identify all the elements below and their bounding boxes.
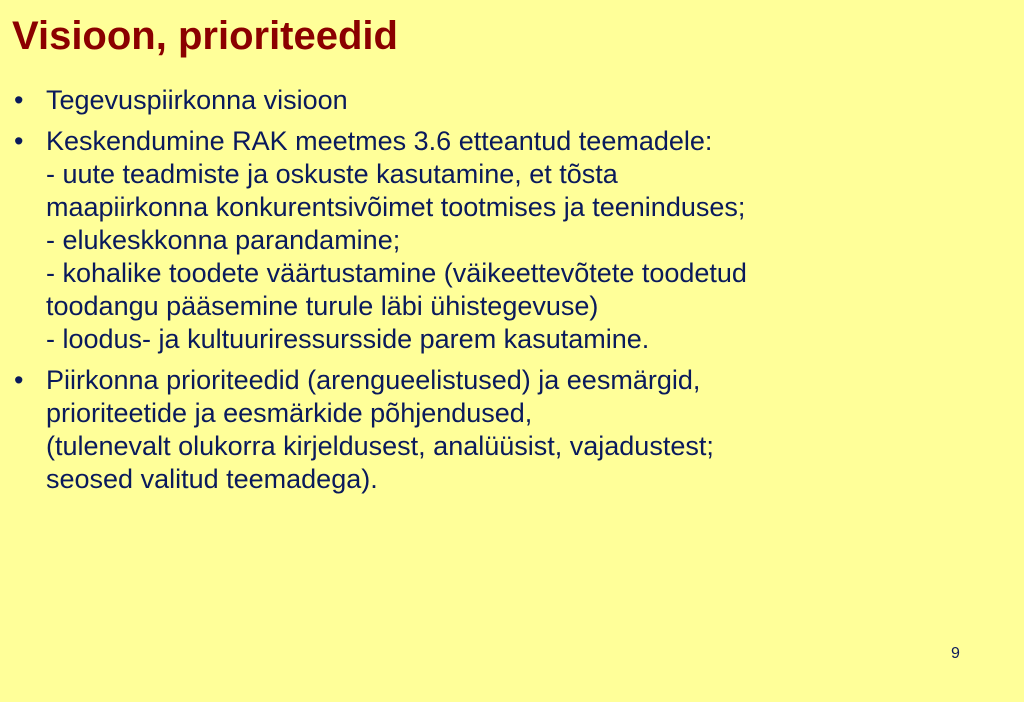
bullet-marker: •: [14, 365, 24, 395]
bullet-text-line: (tulenevalt olukorra kirjeldusest, analüüsist, vajadustest;: [46, 431, 714, 461]
bullet-text-line: maapiirkonna konkurentsivõimet tootmises ja teeninduses;: [46, 192, 746, 222]
page-number: 9: [951, 645, 960, 662]
bullet-item-vision: [14, 84, 1014, 117]
bullet-text-line: Keskendumine RAK meetmes 3.6 etteantud teemadele:: [46, 126, 713, 156]
bullet-list: [14, 84, 1014, 504]
bullet-item-priorities: [14, 364, 1014, 496]
bullet-text-line: toodangu pääsemine turule läbi ühistegevuse): [46, 291, 599, 321]
bullet-marker: •: [14, 126, 24, 156]
bullet-text-line: seosed valitud teemadega).: [46, 464, 378, 494]
bullet-marker: •: [14, 85, 24, 115]
bullet-text-line: - kohalike toodete väärtustamine (väikeettevõtete toodetud: [46, 258, 747, 288]
bullet-text-line: - elukeskkonna parandamine;: [46, 225, 401, 255]
bullet-text-line: - uute teadmiste ja oskuste kasutamine, et tõsta: [46, 159, 618, 189]
slide-title: Visioon, prioriteedid: [12, 14, 398, 58]
bullet-text-line: Tegevuspiirkonna visioon: [46, 85, 348, 115]
bullet-text-line: prioriteetide ja eesmärkide põhjendused,: [46, 398, 533, 428]
bullet-item-focus-themes: [14, 125, 1014, 356]
bullet-text-line: - loodus- ja kultuuriressursside parem kasutamine.: [46, 324, 650, 354]
bullet-text-line: Piirkonna prioriteedid (arengueelistused) ja eesmärgid,: [46, 365, 701, 395]
